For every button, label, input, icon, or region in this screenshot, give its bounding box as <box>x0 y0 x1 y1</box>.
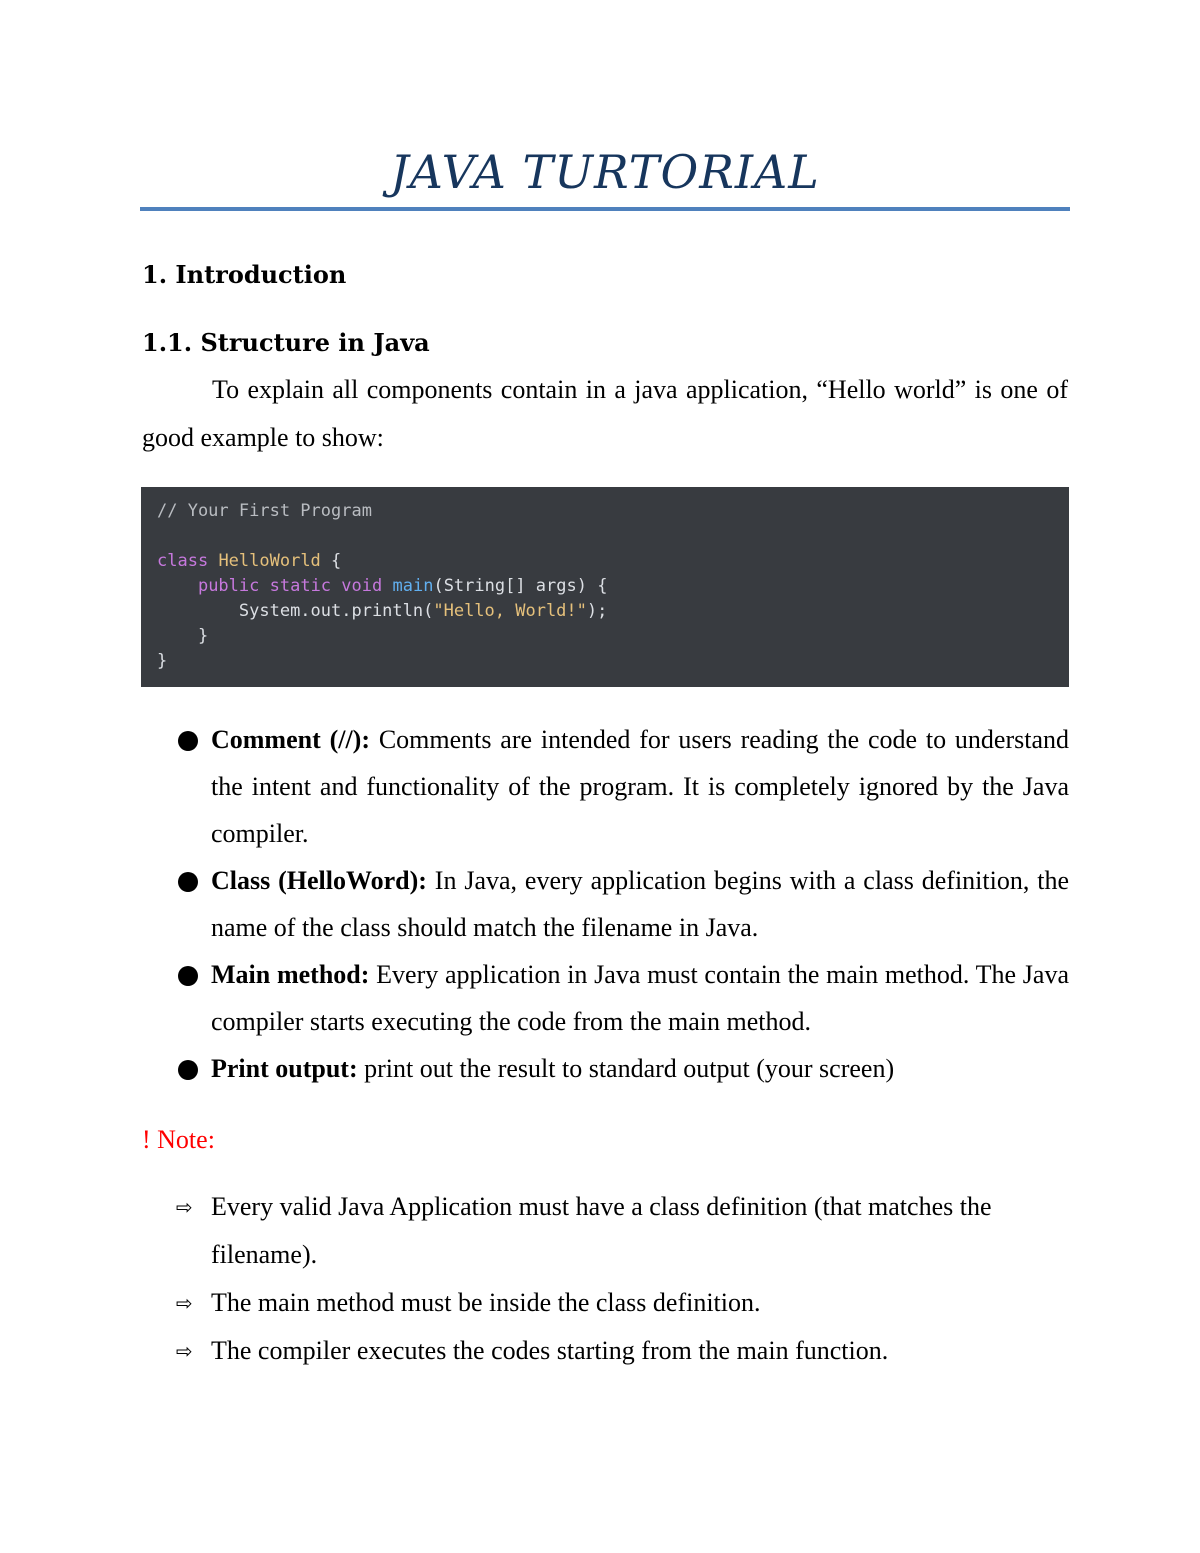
note-label: ! Note: <box>142 1125 215 1154</box>
note-text: The compiler executes the codes starting from the main function. <box>211 1336 889 1365</box>
note-text: The main method must be inside the class definition. <box>211 1288 761 1317</box>
bullet-dot-icon <box>178 872 198 892</box>
arrow-right-icon: ⇨ <box>176 1339 193 1363</box>
code-outer-close: } <box>157 651 168 671</box>
bullet-text: print out the result to standard output (your screen) <box>357 1054 895 1083</box>
arrow-right-icon: ⇨ <box>176 1291 193 1315</box>
note-item <box>176 1183 1069 1279</box>
bullet-text: Every application in Java must contain the main method. The Java compiler starts executing the code from the main method. <box>211 960 1069 1036</box>
bullet-item-comment <box>176 716 1069 857</box>
component-bullet-list <box>176 716 1069 1092</box>
bullet-dot-icon <box>178 1060 198 1080</box>
code-class-name: HelloWorld <box>218 551 321 571</box>
note-item <box>176 1327 1069 1375</box>
code-print-end: ); <box>586 601 608 621</box>
bullet-dot-icon <box>178 731 198 751</box>
code-print-call: System.out.println( <box>238 601 434 621</box>
code-params: (String[] args) { <box>433 576 608 596</box>
bullet-dot-icon <box>178 966 198 986</box>
bullet-text: In Java, every application begins with a class definition, the name of the class should match the filename in Java. <box>211 866 1069 942</box>
code-inner-close: } <box>197 626 209 646</box>
code-keyword-class: class <box>157 551 209 571</box>
bullet-term: Comment (//): <box>211 725 370 754</box>
bullet-item-print-output <box>176 1045 1069 1092</box>
document-title: JAVA TURTORIAL <box>390 145 820 199</box>
code-keyword-static: static <box>269 576 332 596</box>
bullet-term: Main method: <box>211 960 370 989</box>
code-string-literal: "Hello, World!" <box>433 601 587 621</box>
note-text: Every valid Java Application must have a class definition (that matches the filename). <box>211 1192 992 1269</box>
code-keyword-public: public <box>197 576 260 596</box>
note-item <box>176 1279 1069 1327</box>
bullet-item-class <box>176 857 1069 951</box>
section-heading: 1. Introduction <box>142 260 347 289</box>
code-comment: // Your First Program <box>157 501 372 521</box>
code-keyword-void: void <box>341 576 383 596</box>
bullet-text: Comments are intended for users reading the code to understand the intent and functionality of the program. It is completely ignored by the Java compiler. <box>211 725 1069 848</box>
subsection-heading: 1.1. Structure in Java <box>142 328 430 357</box>
code-block <box>141 487 1069 687</box>
title-underline <box>140 207 1070 211</box>
bullet-term: Class (HelloWord): <box>211 866 427 895</box>
code-brace-open: { <box>331 551 342 571</box>
note-list <box>176 1183 1069 1375</box>
code-method-name: main <box>392 576 434 596</box>
bullet-term: Print output: <box>211 1054 358 1083</box>
arrow-right-icon: ⇨ <box>176 1195 193 1219</box>
intro-paragraph: To explain all components contain in a java application, “Hello world” is one of good example to show: <box>142 375 1068 452</box>
bullet-item-main-method <box>176 951 1069 1045</box>
